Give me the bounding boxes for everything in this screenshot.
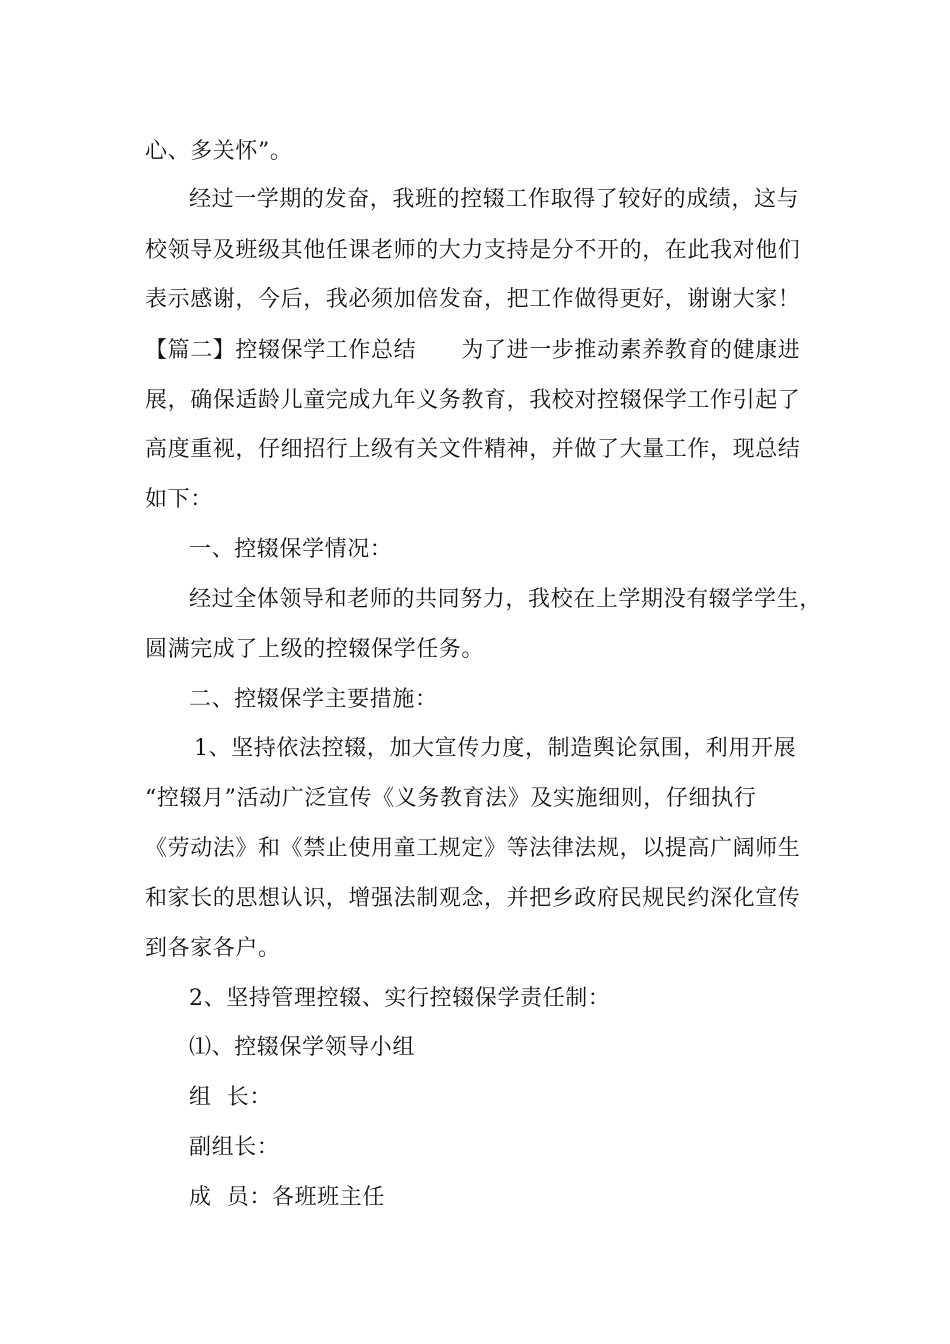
text-line: 校领导及班级其他任课老师的大力支持是分不开的，在此我对他们 — [145, 238, 801, 263]
text-line: 《劳动法》和《禁止使用童工规定》等法律法规，以提高广阔师生 — [145, 836, 801, 861]
list-item-line: ⑴、控辍保学领导小组 — [189, 1035, 416, 1060]
text-line: 高度重视，仔细招行上级有关文件精神，并做了大量工作，现总结 — [145, 437, 801, 462]
list-item-line: 成 员：各班班主任 — [189, 1185, 385, 1210]
text-line: 表示感谢，今后，我必须加倍发奋，把工作做得更好，谢谢大家！ — [145, 287, 801, 312]
subheading-line: 一、控辍保学情况： — [189, 537, 393, 562]
section-heading-line: 【篇二】控辍保学工作总结 为了进一步推动素养教育的健康进 — [145, 338, 801, 363]
subheading-line: 二、控辍保学主要措施： — [189, 687, 438, 712]
text-line: 到各家各户。 — [145, 936, 281, 961]
text-line: 展，确保适龄儿童完成九年义务教育，我校对控辍保学工作引起了 — [145, 388, 801, 413]
text-line: 圆满完成了上级的控辍保学任务。 — [145, 637, 485, 662]
paragraph-line: 1、坚持依法控辍，加大宣传力度，制造舆论氛围，利用开展 — [194, 736, 797, 761]
paragraph-line: 经过全体领导和老师的共同努力，我校在上学期没有辍学学生， — [189, 587, 822, 612]
list-item-line: 组 长： — [189, 1085, 272, 1110]
text-line: 如下： — [145, 487, 213, 512]
list-item-line: 副组长： — [189, 1135, 280, 1160]
paragraph-line: 2、坚持管理控辍、实行控辍保学责任制： — [189, 986, 611, 1011]
text-line: “控辍月”活动广泛宣传《义务教育法》及实施细则，仔细执行 — [145, 786, 757, 811]
paragraph-line: 经过一学期的发奋，我班的控辍工作取得了较好的成绩，这与 — [189, 187, 800, 212]
text-line: 心、多关怀”。 — [145, 139, 293, 164]
text-line: 和家长的思想认识，增强法制观念，并把乡政府民规民约深化宣传 — [145, 886, 801, 911]
